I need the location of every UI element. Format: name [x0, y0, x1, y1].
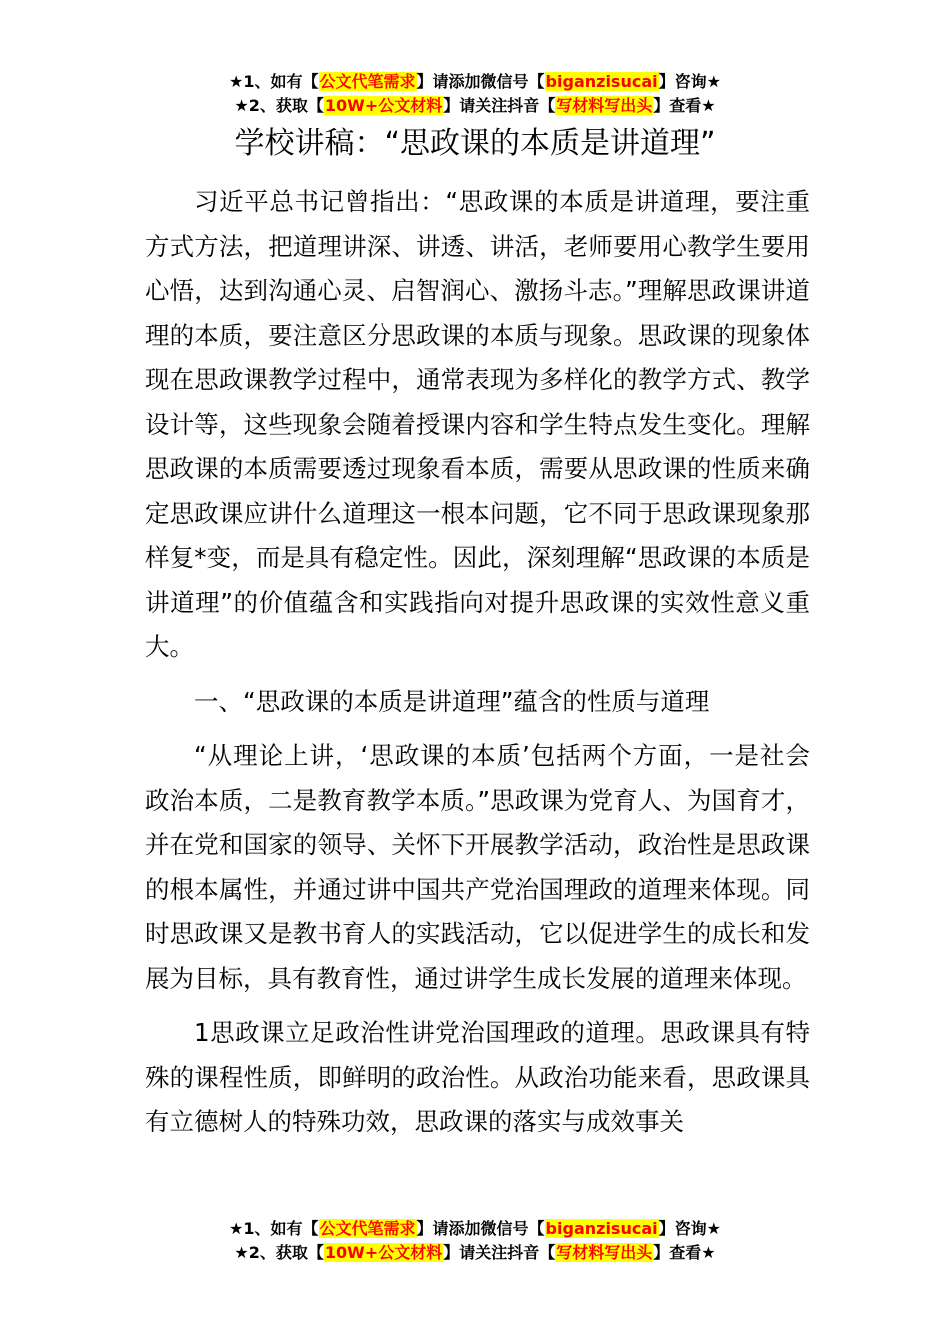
highlight-service: 公文代笔需求 — [319, 1219, 416, 1238]
highlight-douyin: 写材料写出头 — [556, 96, 653, 115]
highlight-service: 公文代笔需求 — [319, 72, 416, 91]
promo-line-1: ★1、如有【公文代笔需求】请添加微信号【biganzisucai】咨询★ — [229, 72, 721, 91]
document-title: 学校讲稿：“思政课的本质是讲道理” — [234, 126, 716, 161]
paragraph-section-1: “从理论上讲，‘思政课的本质’包括两个方面，一是社会政治本质，二是教育教学本质。”思政课为党育人、为国育才，并在党和国家的领导、关怀下开展教学活动，政治性是思政课的根本属性，并通过讲中国共产党治国理政的道理来体现。同时思政课又是教书育人的实践活动，它以促进学生的成长和发展为目标，具有教育性，通过讲学生成长发展的道理来体现。 — [145, 741, 810, 993]
paragraph-subsection-1: 1思政课立足政治性讲党治国理政的道理。思政课具有特殊的课程性质，即鲜明的政治性。从政治功能来看，思政课具有立德树人的特殊功效，思政课的落实与成效事关 — [145, 1018, 810, 1136]
section-heading-1: 一、“思政课的本质是讲道理”蕴含的性质与道理 — [194, 686, 710, 716]
highlight-materials: 10W+公文材料 — [324, 96, 443, 115]
promo-banner-top — [0, 70, 950, 118]
paragraph-intro: 习近平总书记曾指出：“思政课的本质是讲道理，要注重方式方法，把道理讲深、讲透、讲活，老师要用心教学生要用心悟，达到沟通心灵、启智润心、激扬斗志。”理解思政课讲道理的本质，要注意区分思政课的本质与现象。思政课的现象体现在思政课教学过程中，通常表现为多样化的教学方式、教学设计等，这些现象会随着授课内容和学生特点发生变化。理解思政课的本质需要透过现象看本质，需要从思政课的性质来确定思政课应讲什么道理这一根本问题，它不同于思政课现象那样复*变，而是具有稳定性。因此，深刻理解“思政课的本质是讲道理”的价值蕴含和实践指向对提升思政课的实效性意义重大。 — [145, 187, 810, 661]
promo-line-2: ★2、获取【10W+公文材料】请关注抖音【写材料写出头】查看★ — [234, 1243, 716, 1262]
highlight-wechat-id: biganzisucai — [545, 72, 658, 91]
document-body — [145, 180, 810, 1155]
highlight-wechat-id: biganzisucai — [545, 1219, 658, 1238]
highlight-materials: 10W+公文材料 — [324, 1243, 443, 1262]
promo-line-2: ★2、获取【10W+公文材料】请关注抖音【写材料写出头】查看★ — [234, 96, 716, 115]
promo-line-1: ★1、如有【公文代笔需求】请添加微信号【biganzisucai】咨询★ — [229, 1219, 721, 1238]
highlight-douyin: 写材料写出头 — [556, 1243, 653, 1262]
promo-banner-bottom — [0, 1217, 950, 1265]
